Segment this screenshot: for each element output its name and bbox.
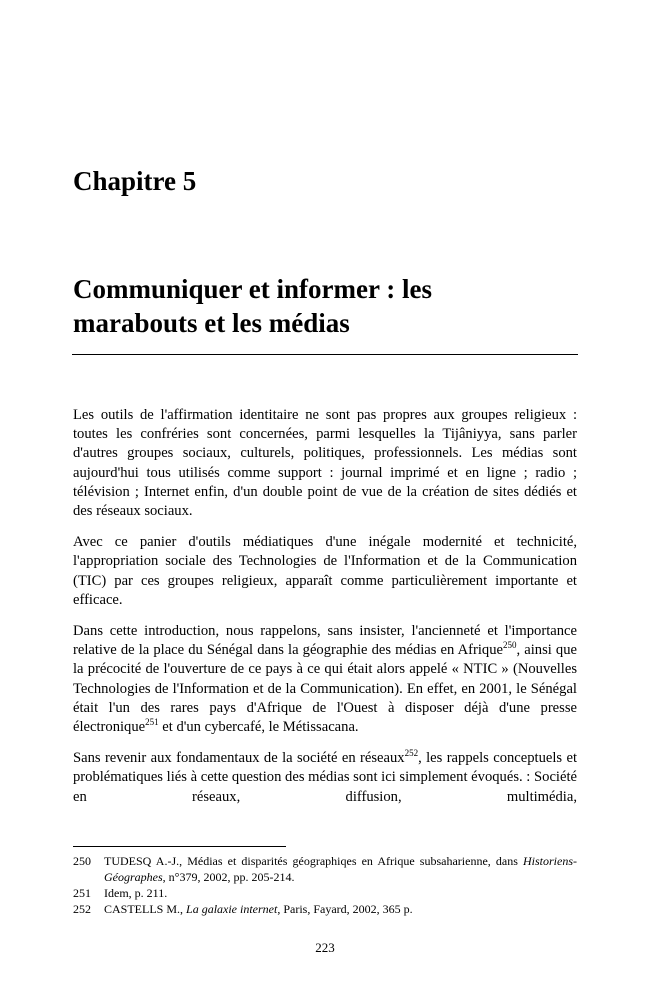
body-text [73,406,577,807]
paragraph-1: Les outils de l'affirmation identitaire ne sont pas propres aux groupes religieux : toutes les confréries sont concernées, parmi lesquelles la Tijâniyya, sans parler d'autres groupes sociaux, culturels, politiques, professionnels. Les médias sont aujourd'hui tous utilisés comme support : journal imprimé et en ligne ; radio ; télévision ; Internet enfin, d'un double point de vue de la création de sites dédiés et des réseaux sociaux. [73,407,577,520]
footnote-ref-252[interactable]: 252 [404,748,419,759]
footnote-ref-250[interactable]: 250 [503,640,517,651]
footnote-text-part: , Paris, Fayard, 2002, 365 p. [277,902,413,916]
footnote-252 [73,901,577,917]
chapter-title-line-1: Communiquer et informer : les [73,274,432,304]
paragraph-2: Avec ce panier d'outils médiatiques d'une inégale modernité et technicité, l'appropriation sociale des Technologies de l'Information et de la Communication (TIC) par ces groupes religieux, apparaît comme particulièrement importante et efficace. [73,534,577,608]
title-divider [72,354,578,355]
footnote-number: 252 [73,902,91,916]
paragraph-3 [73,622,577,737]
footnote-ref-251[interactable]: 251 [145,717,159,728]
footnote-text [104,901,577,917]
footnote-italic-title: Historiens- Géographes [104,854,577,884]
footnote-number: 250 [73,854,91,868]
footnote-text-part: CASTELLS M., [104,902,187,916]
chapter-label: Chapitre 5 [73,166,197,196]
footnote-separator [73,846,286,847]
paragraph-4-text: Sans revenir aux fondamentaux de la société en réseaux [73,750,405,767]
paragraph-4-text: , les rappels conceptuels et problématiques liés à cette question des médias sont ici simplement évoqués. : Société en réseaux, diffusion, multimédia, [73,750,578,805]
paragraph-4 [73,749,577,807]
paragraph-3-text: Dans cette introduction, nous rappelons, sans insister, l'ancienneté et l'importance relative de la place du Sénégal dans la géographie des médias en Afrique [73,623,577,659]
chapter-title-line-2: marabouts et les médias [73,308,350,338]
footnote-number: 251 [73,886,91,900]
footnote-text-part: TUDESQ A.-J., Médias et disparités géographiqes en Afrique subsaharienne, dans [104,854,523,868]
footnotes [73,853,577,917]
chapter-title [73,272,578,340]
paragraph-3-text: et d'un cybercafé, le Métissacana. [158,719,359,736]
footnote-text [104,885,577,901]
footnote-italic-title: La galaxie internet [186,902,278,916]
page-number: 223 [315,940,335,955]
footnote-text [104,853,577,885]
paragraph-3-text: , ainsi que la précocité de l'ouverture de ce pays à ce qui était alors appelé « NTIC » (Nouvelles Technologies de l'Information et de la Communication). En effet, en 2001, le Sénégal était l'un des rares pays d'Afrique de l'Ouest à disposer déjà d'une presse électronique [73,642,577,736]
footnote-250 [73,853,577,885]
footnote-text-part: , n°379, 2002, pp. 205-214. [162,870,295,884]
footnote-text-part: Idem, p. 211. [104,886,168,900]
footnote-251 [73,885,577,901]
